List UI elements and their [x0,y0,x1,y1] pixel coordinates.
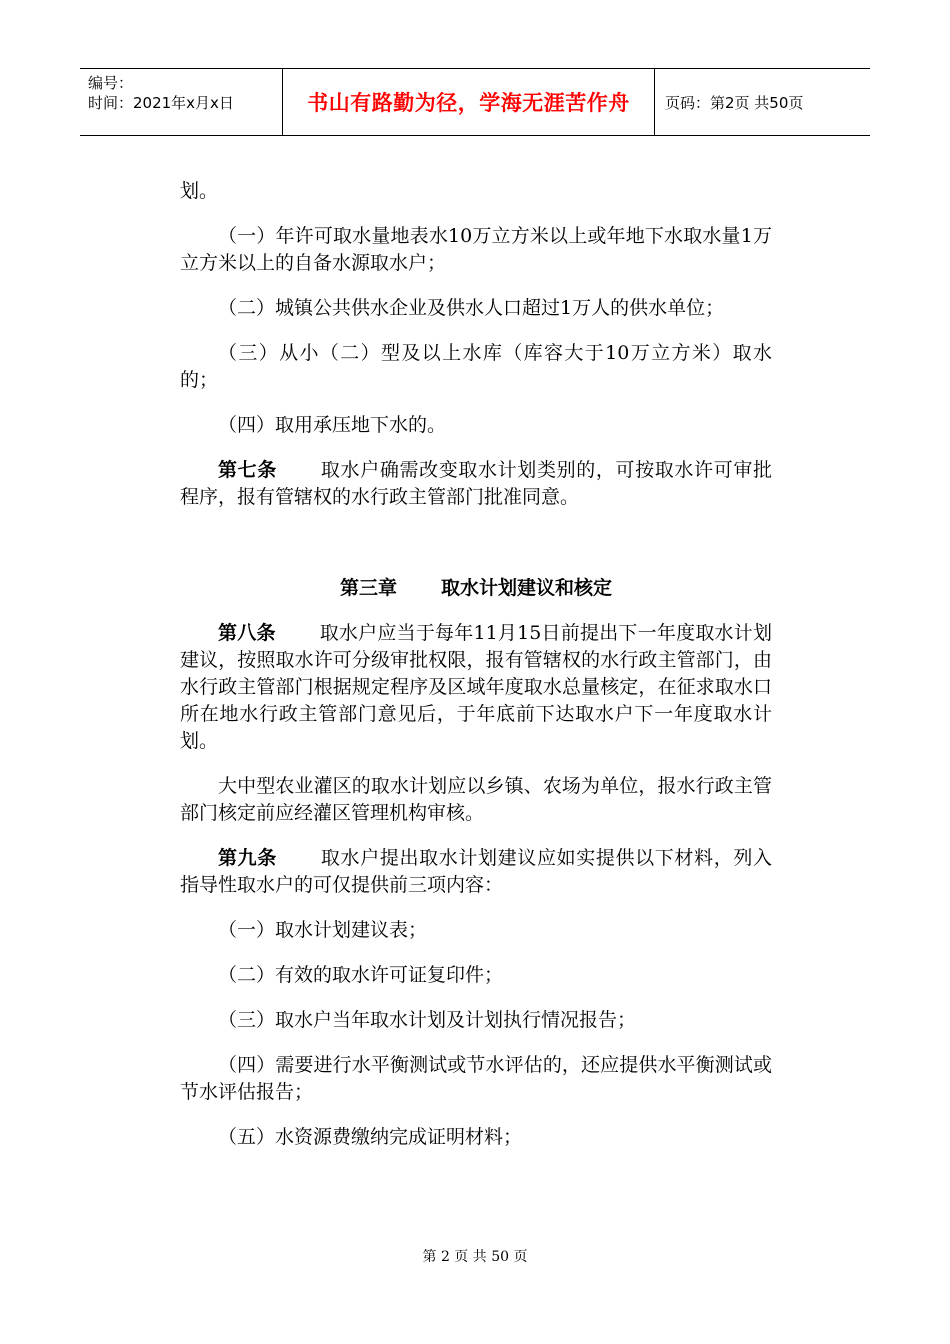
article-title: 第九条 [218,847,277,869]
chapter-heading [180,575,772,602]
paragraph: 划。 [180,180,219,202]
header-page-info: 页码：第2页 共50页 [665,93,804,112]
list-item: （二）有效的取水许可证复印件； [218,964,504,986]
list-item: （二）城镇公共供水企业及供水人口超过1万人的供水单位； [218,297,725,319]
number-label: 编号： [88,74,134,92]
article-text: 取水户提出取水计划建议应如实提供以下材料，列入指导性取水户的可仅提供前三项内容： [180,847,772,896]
document-body [180,178,772,1169]
article-9 [180,845,772,899]
article-title: 第七条 [218,459,277,481]
list-item: （一）年许可取水量地表水10万立方米以上或年地下水取水量1万立方米以上的自备水源取水户； [180,225,772,274]
header-meta [80,69,283,135]
list-item: （三）从小（二）型及以上水库（库容大于10万立方米）取水的； [180,342,772,391]
list-item: （四）取用承压地下水的。 [218,414,447,436]
page-footer: 第 2 页 共 50 页 [422,1249,528,1265]
article-text: 取水户应当于每年11月15日前提出下一年度取水计划建议，按照取水许可分级审批权限，报有管辖权的水行政主管部门，由水行政主管部门根据规定程序及区域年度取水总量核定，在征求取水口所在地水行政主管部门意见后，于年底前下达取水户下一年度取水计划。 [180,622,772,752]
time-label: 时间：2021年x月x日 [88,94,234,112]
list-item: （三）取水户当年取水计划及计划执行情况报告； [218,1009,637,1031]
list-item: （五）水资源费缴纳完成证明材料； [218,1126,523,1148]
chapter-title: 取水计划建议和核定 [441,577,613,599]
article-7 [180,457,772,511]
page-header [80,68,870,136]
list-item: （四）需要进行水平衡测试或节水评估的，还应提供水平衡测试或节水评估报告； [180,1054,772,1103]
article-8 [180,620,772,755]
chapter-number: 第三章 [339,577,397,599]
article-text: 取水户确需改变取水计划类别的，可按取水许可审批程序，报有管辖权的水行政主管部门批准同意。 [180,459,772,508]
header-motto: 书山有路勤为径，学海无涯苦作舟 [283,69,655,135]
article-title: 第八条 [218,622,276,644]
paragraph: 大中型农业灌区的取水计划应以乡镇、农场为单位，报水行政主管部门核定前应经灌区管理机构审核。 [180,775,772,824]
list-item: （一）取水计划建议表； [218,919,428,941]
